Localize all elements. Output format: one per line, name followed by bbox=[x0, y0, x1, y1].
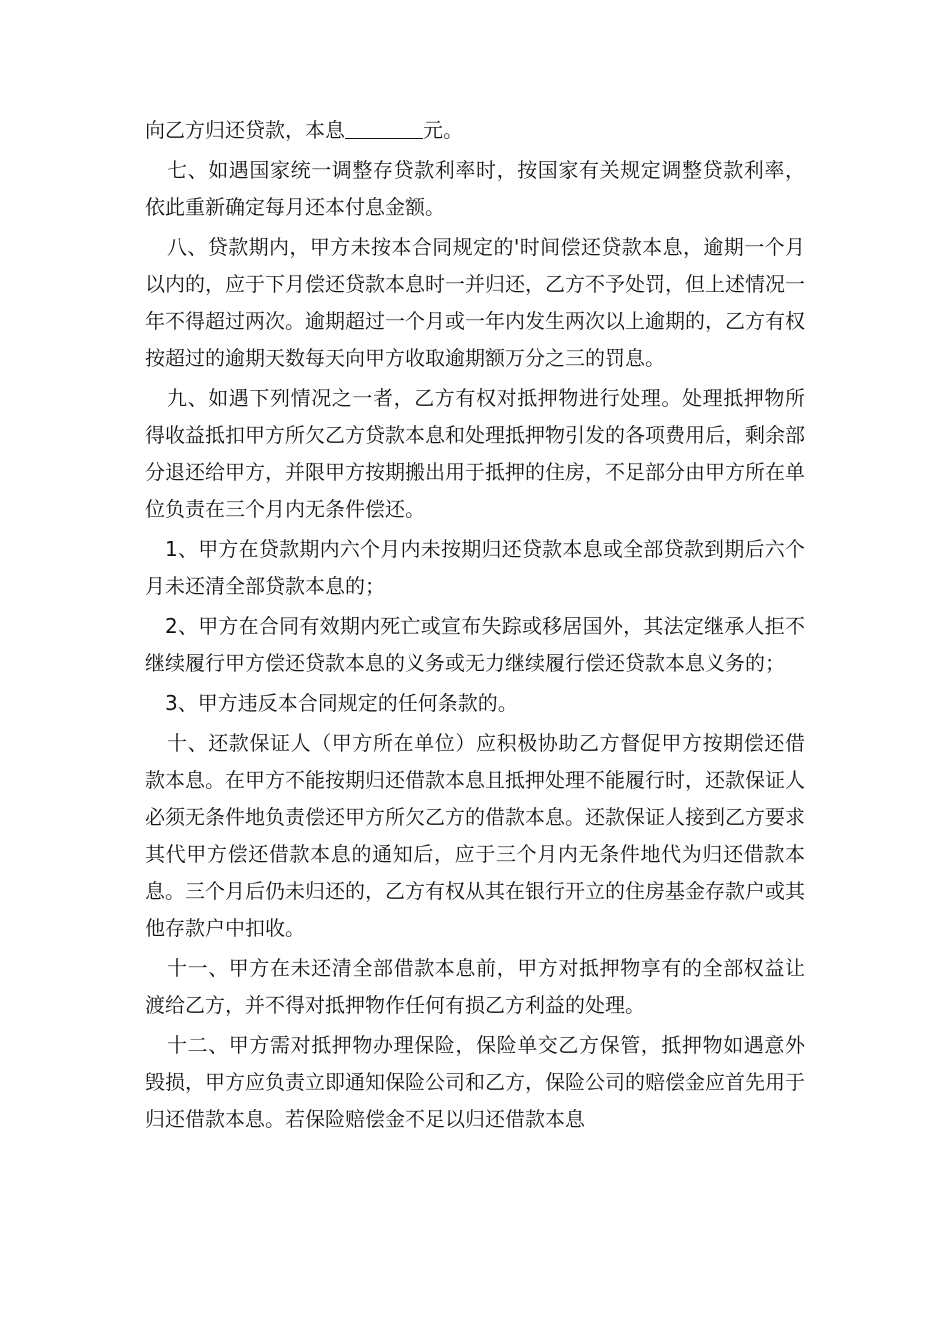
paragraph-clause-7: 七、如遇国家统一调整存贷款利率时，按国家有关规定调整贷款利率，依此重新确定每月还本付息金额。 bbox=[145, 158, 805, 219]
paragraph-clause-9-item-3: 3、甲方违反本合同规定的任何条款的。 bbox=[165, 691, 518, 715]
paragraph-clause-8: 八、贷款期内，甲方未按本合同规定的'时间偿还贷款本息，逾期一个月以内的，应于下月偿还贷款本息时一并归还，乙方不予处罚，但上述情况一年不得超过两次。逾期超过一个月或一年内发生两次以上逾期的，乙方有权按超过的逾期天数每天向甲方收取逾期额万分之三的罚息。 bbox=[145, 235, 805, 370]
paragraph-clause-9-item-2: 2、甲方在合同有效期内死亡或宣布失踪或移居国外，其法定继承人拒不继续履行甲方偿还贷款本息的义务或无力继续履行偿还贷款本息义务的； bbox=[145, 614, 805, 675]
paragraph-clause-11: 十一、甲方在未还清全部借款本息前，甲方对抵押物享有的全部权益让渡给乙方，并不得对抵押物作任何有损乙方利益的处理。 bbox=[145, 956, 805, 1017]
paragraph-clause-9-item-1: 1、甲方在贷款期内六个月内未按期归还贷款本息或全部贷款到期后六个月未还清全部贷款本息的； bbox=[145, 537, 805, 598]
paragraph-clause-10: 十、还款保证人（甲方所在单位）应积极协助乙方督促甲方按期偿还借款本息。在甲方不能按期归还借款本息且抵押处理不能履行时，还款保证人必须无条件地负责偿还甲方所欠乙方的借款本息。还款保证人接到乙方要求其代甲方偿还借款本息的通知后，应于三个月内无条件地代为归还借款本息。三个月后仍未归还的，乙方有权从其在银行开立的住房基金存款户或其他存款户中扣收。 bbox=[145, 731, 805, 940]
amount-blank-line bbox=[345, 118, 423, 139]
paragraph-clause-12: 十二、甲方需对抵押物办理保险，保险单交乙方保管，抵押物如遇意外毁损，甲方应负责立即通知保险公司和乙方，保险公司的赔偿金应首先用于归还借款本息。若保险赔偿金不足以归还借款本息 bbox=[145, 1033, 805, 1131]
paragraph-clause-9: 九、如遇下列情况之一者，乙方有权对抵押物进行处理。处理抵押物所得收益抵扣甲方所欠乙方贷款本息和处理抵押物引发的各项费用后，剩余部分退还给甲方，并限甲方按期搬出用于抵押的住房，不足部分由甲方所在单位负责在三个月内无条件偿还。 bbox=[145, 386, 805, 521]
document-body bbox=[145, 112, 805, 1141]
paragraph-text-before-blank: 向乙方归还贷款，本息 bbox=[145, 118, 345, 142]
paragraph-text-after-blank: 元。 bbox=[423, 118, 463, 142]
paragraph-loan-repayment-amount bbox=[145, 112, 805, 149]
